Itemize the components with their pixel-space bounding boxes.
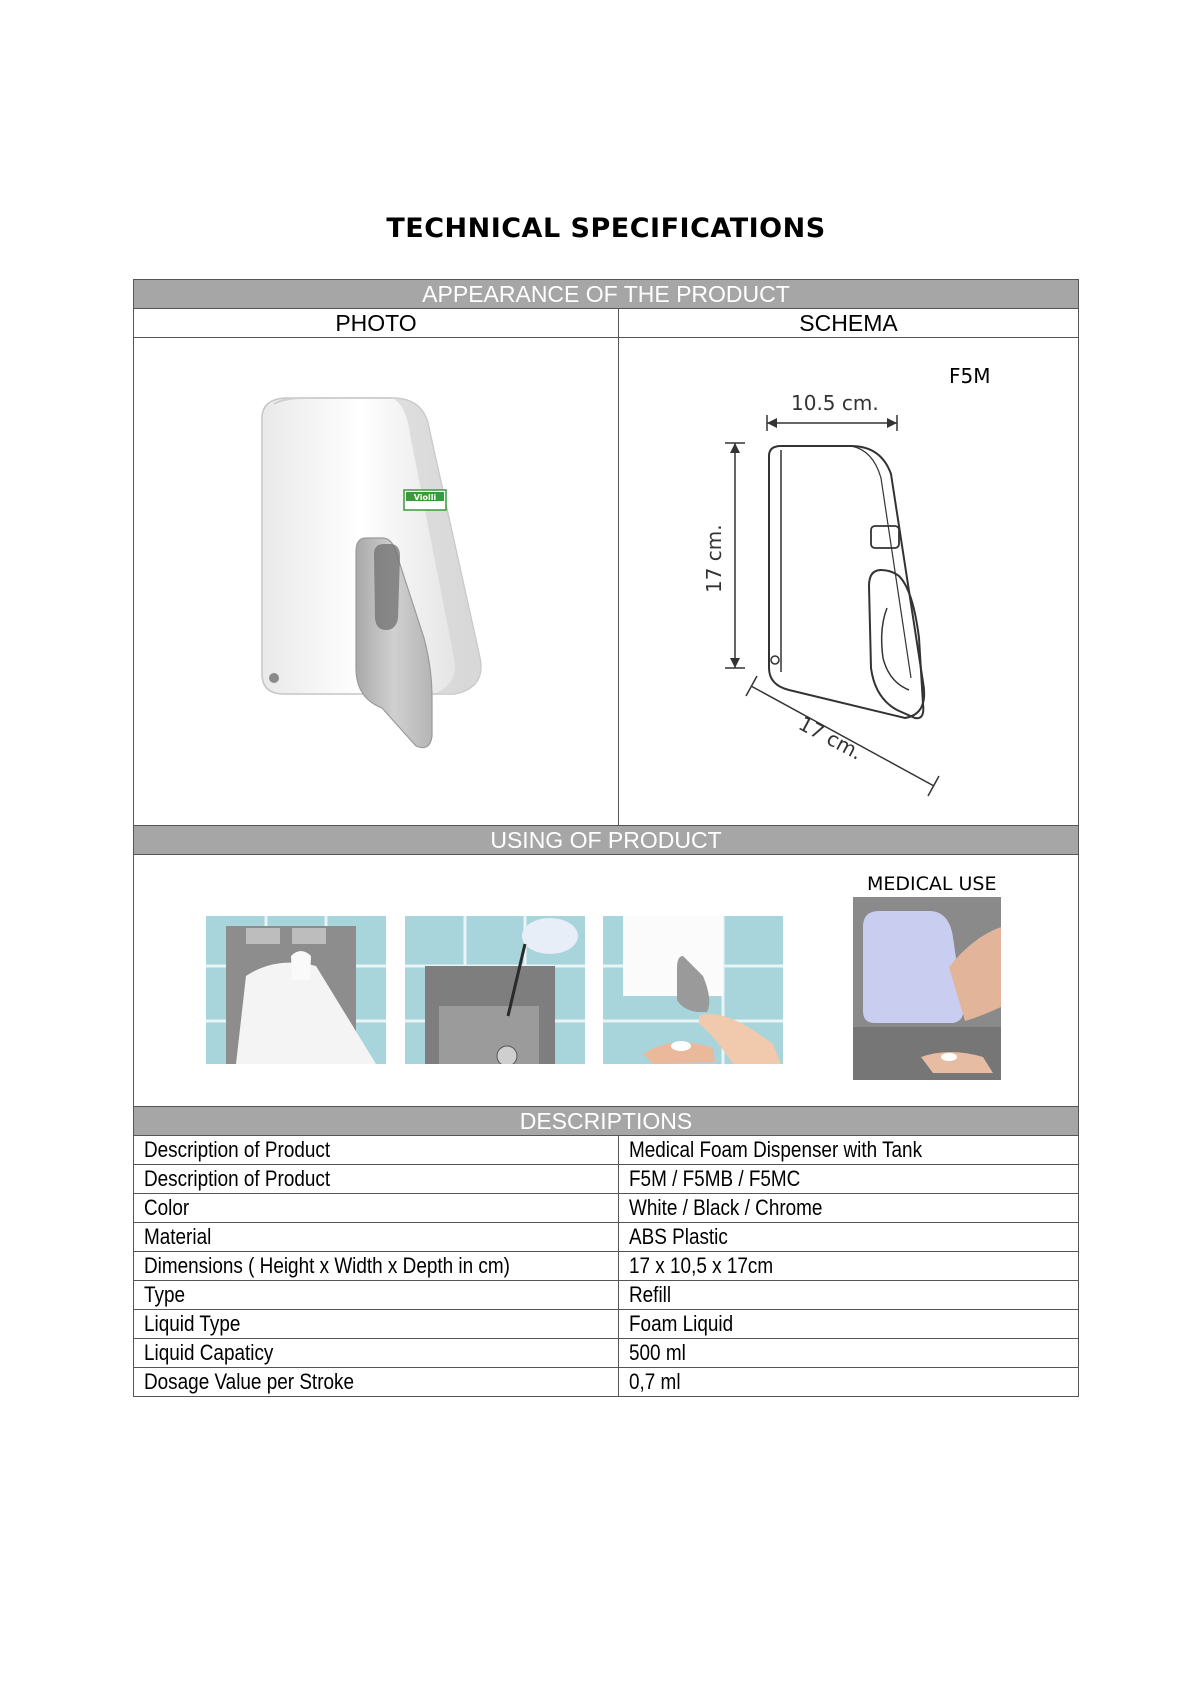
descriptions-band: DESCRIPTIONS: [134, 1107, 1078, 1136]
product-photo: [134, 338, 618, 825]
table-row: [134, 1136, 1078, 1165]
schema-height-label: 17 cm.: [702, 524, 726, 593]
usage-photo-dispense: [603, 916, 783, 1064]
desc-key: Type: [144, 1282, 186, 1307]
schema-depth-label: 17 cm.: [794, 711, 867, 765]
table-row: [134, 1165, 1078, 1194]
desc-value: F5M / F5MB / F5MC: [629, 1166, 801, 1191]
desc-key: Material: [144, 1224, 212, 1249]
appearance-header-row: [134, 309, 1078, 338]
table-row: [134, 1223, 1078, 1252]
desc-value: 17 x 10,5 x 17cm: [629, 1253, 774, 1278]
table-row: [134, 1281, 1078, 1310]
desc-key: Liquid Type: [144, 1311, 241, 1336]
table-row: [134, 1339, 1078, 1368]
desc-key: Dosage Value per Stroke: [144, 1369, 355, 1394]
product-photo-cell: [134, 338, 619, 825]
using-cell: [134, 855, 1078, 1107]
appearance-image-row: [134, 338, 1078, 826]
desc-value: 0,7 ml: [629, 1369, 681, 1394]
medical-use-label: MEDICAL USE: [867, 873, 997, 895]
appearance-band: APPEARANCE OF THE PRODUCT: [134, 280, 1078, 309]
desc-value: 500 ml: [629, 1340, 686, 1365]
desc-value: White / Black / Chrome: [629, 1195, 823, 1220]
page-title: TECHNICAL SPECIFICATIONS: [386, 213, 826, 244]
desc-value: ABS Plastic: [629, 1224, 728, 1249]
medical-use-photo: [853, 897, 1001, 1080]
desc-key: Description of Product: [144, 1137, 331, 1162]
usage-photo-open: [206, 916, 386, 1064]
product-schema: [619, 338, 1077, 825]
descriptions-table: [134, 1136, 1078, 1396]
desc-key: Color: [144, 1195, 190, 1220]
schema-model-label: F5M: [949, 364, 991, 388]
desc-key: Description of Product: [144, 1166, 331, 1191]
usage-photo-refill: [405, 916, 585, 1064]
table-row: [134, 1194, 1078, 1223]
brand-logo-text: Violli: [413, 493, 437, 502]
schema-width-label: 10.5 cm.: [791, 391, 879, 415]
desc-key: Dimensions ( Height x Width x Depth in cm): [144, 1253, 510, 1278]
table-row: [134, 1368, 1078, 1396]
using-band: USING OF PRODUCT: [134, 826, 1078, 855]
photo-header: PHOTO: [134, 309, 619, 337]
schema-header: SCHEMA: [799, 310, 898, 336]
desc-value: Medical Foam Dispenser with Tank: [629, 1137, 923, 1162]
desc-key: Liquid Capaticy: [144, 1340, 274, 1365]
table-row: [134, 1310, 1078, 1339]
desc-value: Foam Liquid: [629, 1311, 734, 1336]
desc-value: Refill: [629, 1282, 672, 1307]
table-row: [134, 1252, 1078, 1281]
product-schema-cell: [619, 338, 1078, 825]
spec-table: [133, 279, 1079, 1397]
